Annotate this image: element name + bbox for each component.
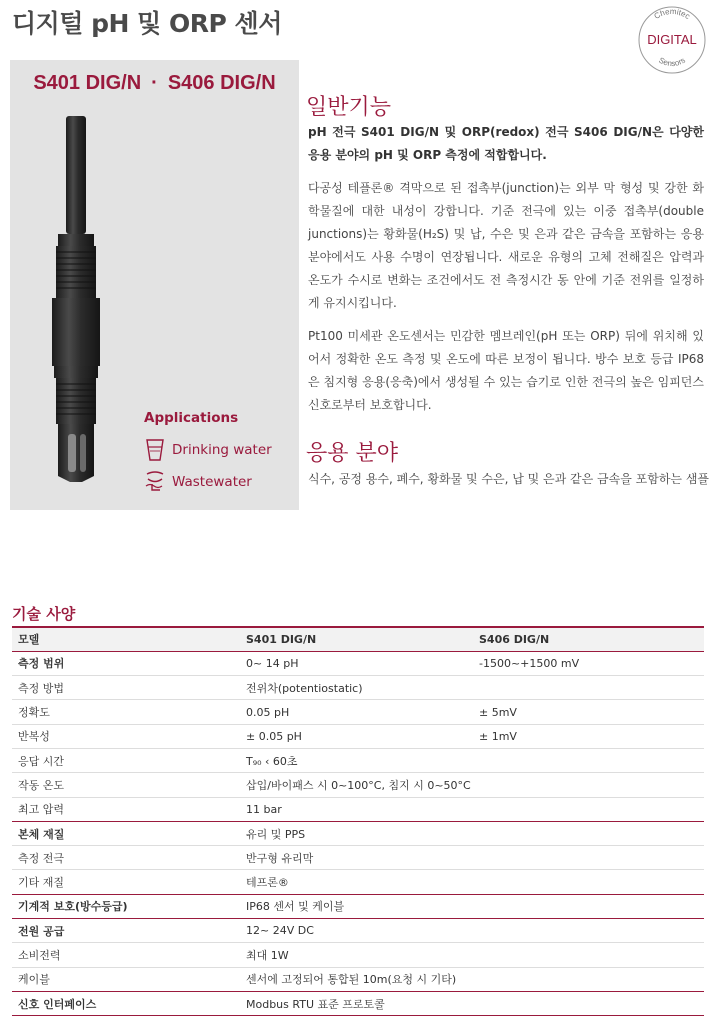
spec-value-b bbox=[473, 797, 704, 821]
table-row bbox=[12, 991, 704, 1015]
general-function-heading: 일반기능 bbox=[306, 95, 392, 120]
logo-top-text: Chemitec bbox=[652, 6, 692, 21]
spec-value-a: 최대 1W bbox=[240, 943, 473, 967]
table-row bbox=[12, 943, 704, 967]
spec-value-a: 유리 및 PPS bbox=[240, 821, 473, 845]
spec-header-row bbox=[12, 627, 704, 651]
application-item bbox=[144, 438, 272, 462]
applications-title: Applications bbox=[144, 410, 239, 426]
application-label: Wastewater bbox=[172, 474, 252, 490]
spec-value-a: IP68 센서 및 케이블 bbox=[240, 894, 473, 918]
spec-value-b: ± 5mV bbox=[473, 700, 704, 724]
usage-text: 식수, 공정 용수, 폐수, 황화물 및 수은, 납 및 은과 같은 금속을 포함하는 샘플 bbox=[308, 472, 710, 486]
spec-value-a: Modbus RTU 표준 프로토콜 bbox=[240, 991, 473, 1015]
page-title: 디지털 pH 및 ORP 센서 bbox=[12, 9, 282, 38]
table-row bbox=[12, 894, 704, 918]
sensor-probe-image bbox=[38, 116, 118, 486]
spec-value-b: -1500~+1500 mV bbox=[473, 651, 704, 675]
spec-label: 정확도 bbox=[12, 700, 240, 724]
spec-header-model-a: S401 DIG/N bbox=[240, 627, 473, 651]
spec-label: 최고 압력 bbox=[12, 797, 240, 821]
spec-value-b bbox=[473, 821, 704, 845]
table-row bbox=[12, 797, 704, 821]
table-row bbox=[12, 724, 704, 748]
spec-value-a: 센서에 고정되어 통합된 10m(요청 시 기타) bbox=[240, 967, 473, 991]
spec-value-b bbox=[473, 967, 704, 991]
spec-value-a: 12~ 24V DC bbox=[240, 919, 473, 943]
spec-value-b bbox=[473, 846, 704, 870]
table-row bbox=[12, 748, 704, 772]
usage-heading: 응용 분야 bbox=[306, 441, 399, 466]
spec-value-a: 0~ 14 pH bbox=[240, 651, 473, 675]
general-paragraph-2: Pt100 미세관 온도센서는 민감한 멤브레인(pH 또는 ORP) 뒤에 위치해 있어서 정확한 온도 측정 및 온도에 따른 보정이 됩니다. 방수 보호 등급 IP68은 침지형 응용(응축)에서 생성될 수 있는 습기로 인한 전극의 높은 임피던스 신호로부터 보호합니다. bbox=[308, 329, 704, 412]
table-row bbox=[12, 919, 704, 943]
spec-value-a: 11 bar bbox=[240, 797, 473, 821]
spec-label: 기계적 보호(방수등급) bbox=[12, 894, 240, 918]
spec-label: 케이블 bbox=[12, 967, 240, 991]
separator-dot: · bbox=[151, 72, 158, 94]
spec-label: 응답 시간 bbox=[12, 748, 240, 772]
spec-value-b bbox=[473, 894, 704, 918]
spec-label: 본체 재질 bbox=[12, 821, 240, 845]
spec-value-a: 전위차(potentiostatic) bbox=[240, 676, 473, 700]
table-row bbox=[12, 676, 704, 700]
spec-label: 신호 인터페이스 bbox=[12, 991, 240, 1015]
svg-text:Sensors bbox=[657, 56, 687, 68]
table-row bbox=[12, 773, 704, 797]
model-b-label: S406 DIG/N bbox=[167, 72, 276, 94]
application-item bbox=[144, 470, 252, 494]
logo-bottom-text: Sensors bbox=[657, 55, 687, 69]
table-row bbox=[12, 967, 704, 991]
applications-block bbox=[144, 410, 272, 490]
spec-value-b bbox=[473, 943, 704, 967]
spec-label: 측정 방법 bbox=[12, 676, 240, 700]
spec-label: 소비전력 bbox=[12, 943, 240, 967]
spec-value-a: 반구형 유리막 bbox=[240, 846, 473, 870]
spec-header-label: 모델 bbox=[12, 627, 240, 651]
spec-value-a: 0.05 pH bbox=[240, 700, 473, 724]
svg-text:Chemitec bbox=[653, 7, 692, 21]
table-row bbox=[12, 651, 704, 675]
spec-value-b: ± 1mV bbox=[473, 724, 704, 748]
model-a-label: S401 DIG/N bbox=[33, 72, 142, 94]
application-label: Drinking water bbox=[172, 442, 272, 458]
spec-value-b bbox=[473, 919, 704, 943]
table-row bbox=[12, 700, 704, 724]
chemitec-digital-logo bbox=[636, 4, 708, 76]
spec-value-b bbox=[473, 748, 704, 772]
spec-label: 측정 범위 bbox=[12, 651, 240, 675]
spec-label: 측정 전극 bbox=[12, 846, 240, 870]
drinking-water-icon bbox=[144, 438, 166, 462]
table-row bbox=[12, 870, 704, 894]
general-paragraph-1: 다공성 테플론® 격막으로 된 접촉부(junction)는 외부 막 형성 및 강한 화학물질에 대한 내성이 강합니다. 기준 전극에 있는 이중 접촉부(double junctions)는 황화물(H₂S) 및 납, 수은 및 은과 같은 금속을 포함하는 응용 분야에서도 사용 수명이 연장됩니다. 새로운 유형의 고체 전해질은 압력과 온도가 수시로 변화는 조건에서도 전 측정시간 동 안에 기준 전위를 일정하게 유지시킵니다. bbox=[308, 181, 704, 310]
spec-title: 기술 사양 bbox=[12, 605, 76, 623]
spec-table bbox=[12, 626, 704, 1016]
spec-value-b bbox=[473, 991, 704, 1015]
spec-label: 전원 공급 bbox=[12, 919, 240, 943]
spec-value-a: 테프론® bbox=[240, 870, 473, 894]
general-intro: pH 전극 S401 DIG/N 및 ORP(redox) 전극 S406 DIG/N은 다양한 응용 분야의 pH 및 ORP 측정에 적합합니다. bbox=[308, 125, 704, 162]
spec-value-a: ± 0.05 pH bbox=[240, 724, 473, 748]
spec-label: 기타 재질 bbox=[12, 870, 240, 894]
table-row bbox=[12, 846, 704, 870]
spec-label: 작동 온도 bbox=[12, 773, 240, 797]
product-models-title bbox=[10, 72, 299, 95]
wastewater-icon bbox=[144, 470, 166, 494]
product-panel bbox=[10, 60, 299, 510]
spec-value-a: T₉₀ ‹ 60초 bbox=[240, 748, 473, 772]
spec-value-b bbox=[473, 773, 704, 797]
spec-value-b bbox=[473, 676, 704, 700]
spec-header-model-b: S406 DIG/N bbox=[473, 627, 704, 651]
table-row bbox=[12, 821, 704, 845]
logo-main-text: DIGITAL bbox=[647, 32, 697, 47]
spec-label: 반복성 bbox=[12, 724, 240, 748]
spec-value-b bbox=[473, 870, 704, 894]
spec-value-a: 삽입/바이패스 시 0~100°C, 침지 시 0~50°C bbox=[240, 773, 473, 797]
